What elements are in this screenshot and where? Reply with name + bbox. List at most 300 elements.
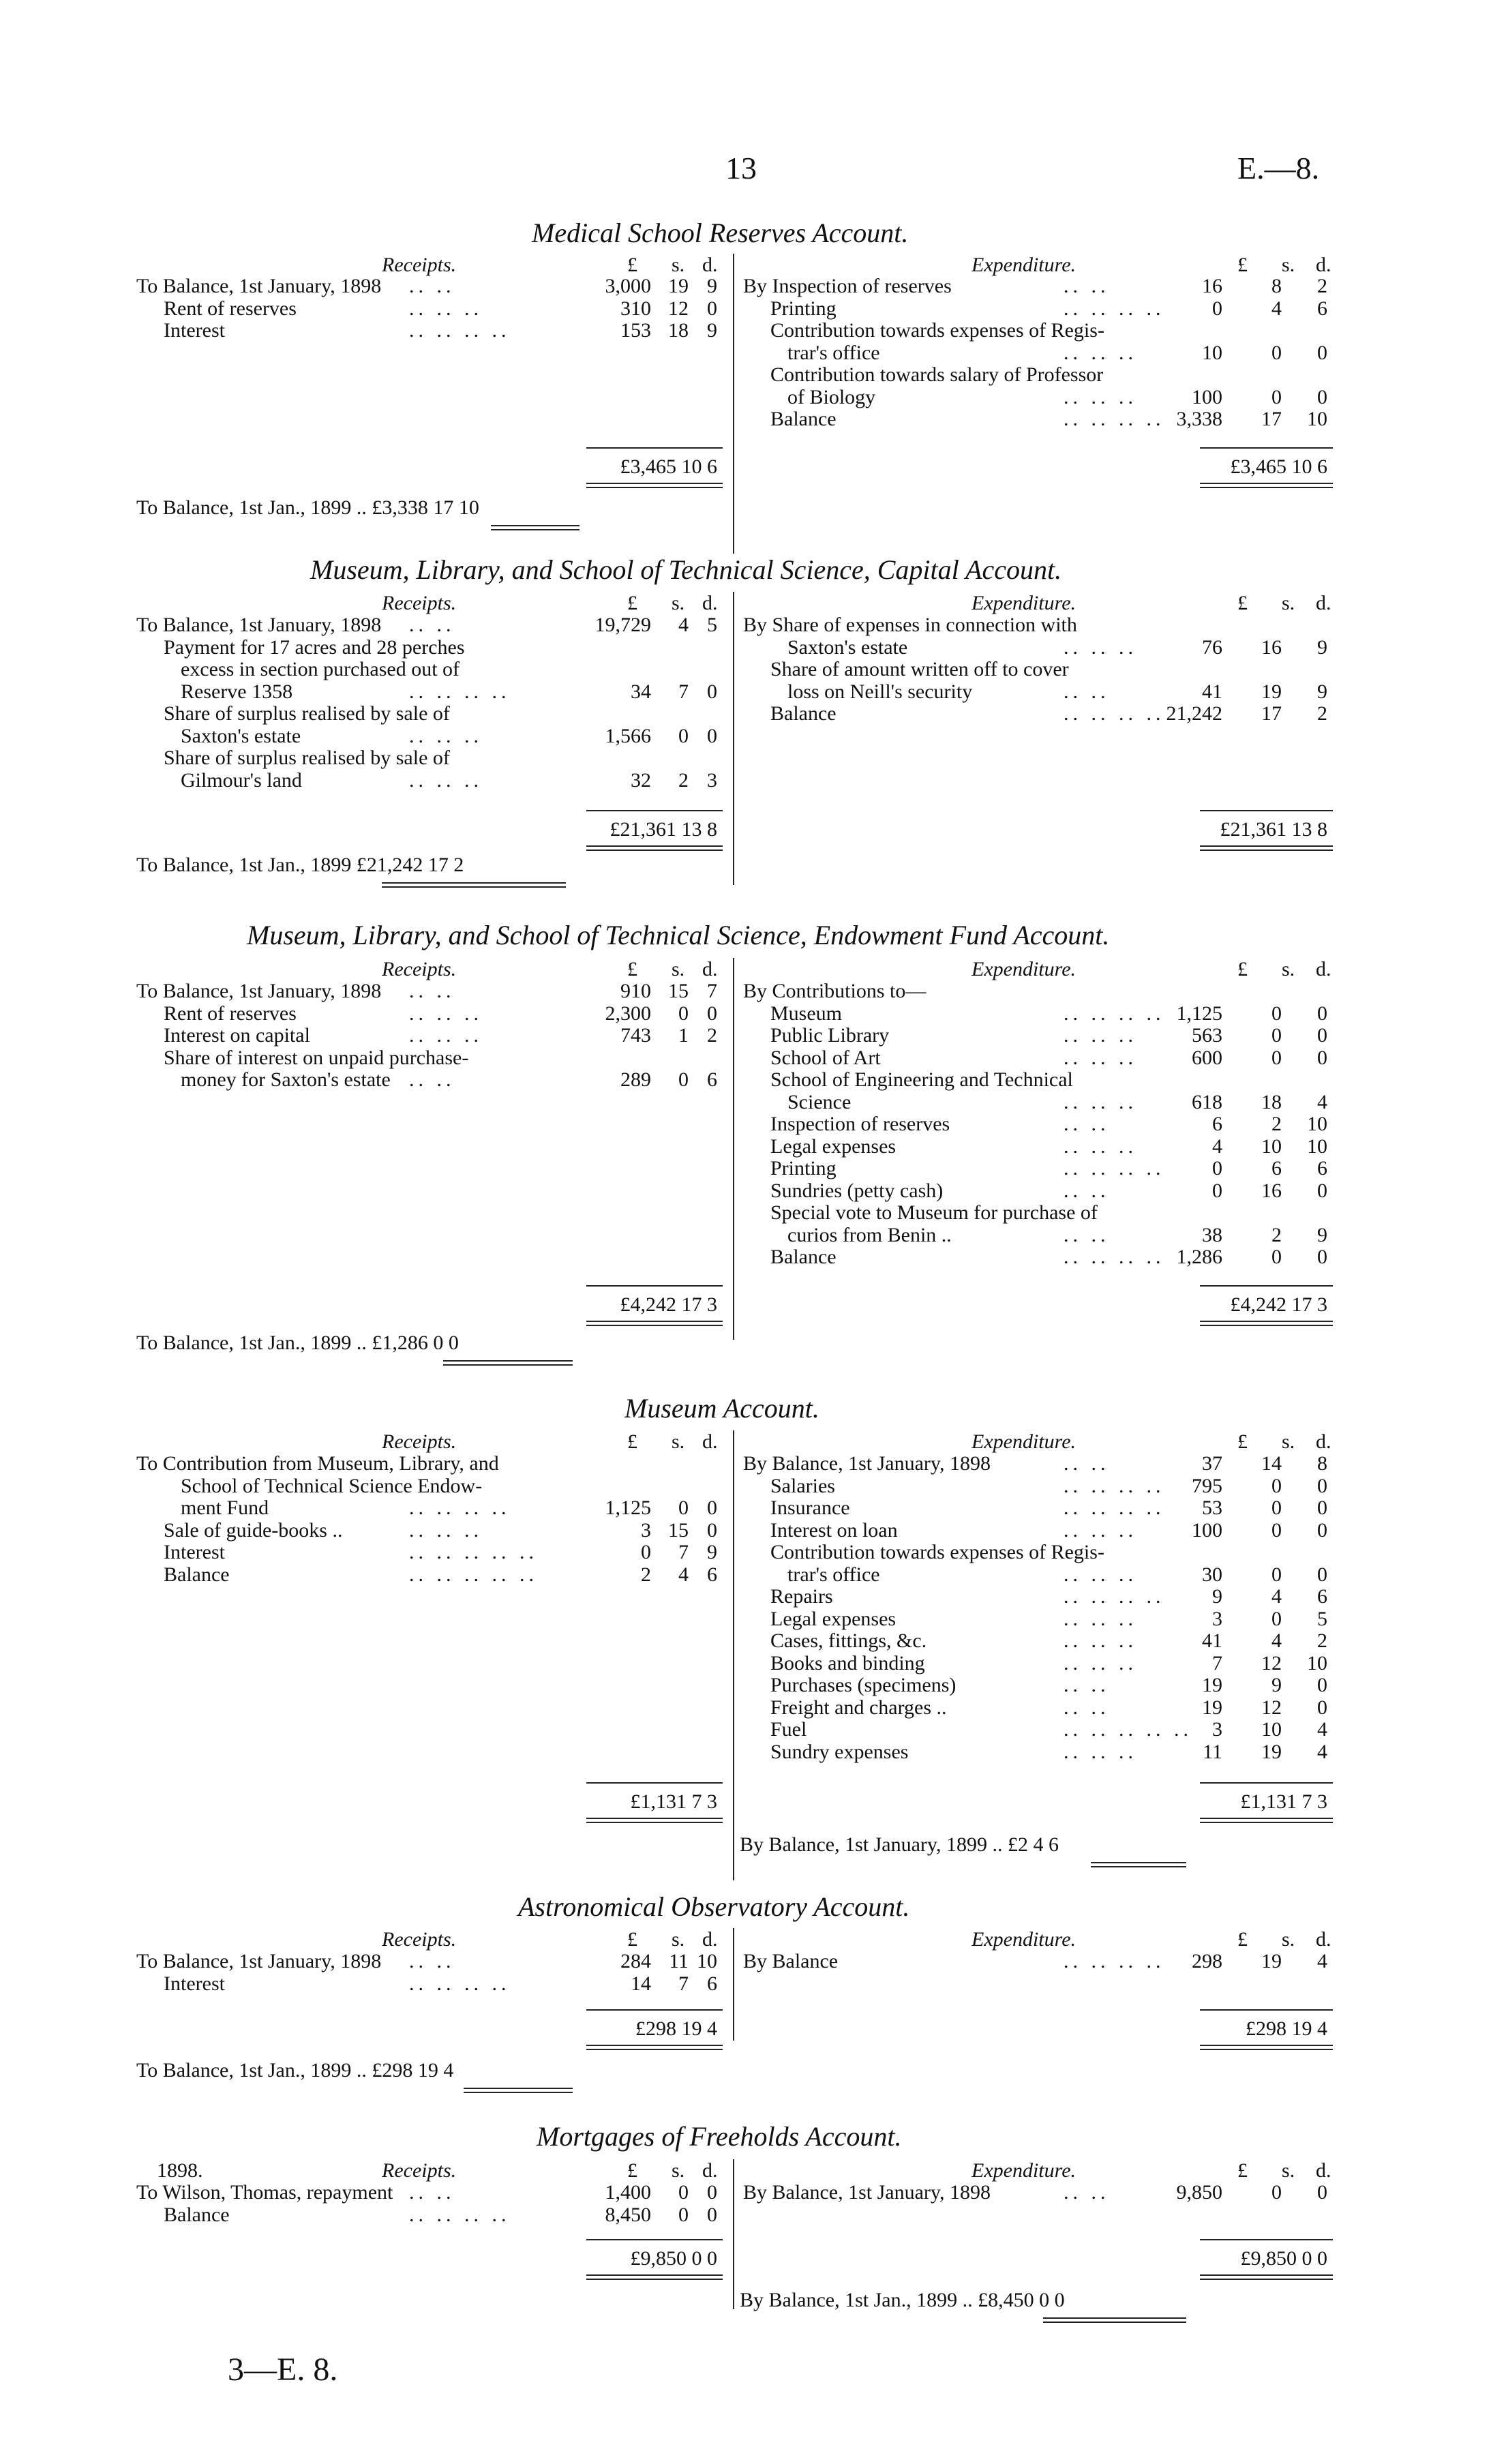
amount-pence: 3 [707,768,717,792]
amount-pounds: 16 [1202,275,1222,297]
amount-shillings: 16 [1261,635,1282,659]
dot-leader: .. .. .. .. .. [409,1541,538,1563]
expenditure-line: of Biology [787,385,876,408]
total-double-rule [1200,1321,1333,1326]
expenditure-line: School of Engineering and Technical [770,1068,1073,1091]
expenditure-line: By Balance, 1st January, 1898 [743,1452,991,1475]
lsd-header-s: s. [672,592,685,614]
amount-pounds: 3 [1212,1718,1222,1741]
dot-leader: .. .. .. .. [1064,408,1165,430]
dot-leader: .. .. .. .. [1064,1950,1165,1972]
amount-pounds: 100 [1192,385,1222,408]
amount-pounds: 310 [620,297,651,320]
dot-leader: .. .. .. [409,1002,483,1025]
expenditure-line: By Balance, 1st January, 1898 [743,2181,991,2204]
amount-pence: 0 [1317,1674,1327,1696]
amount-shillings: 0 [678,1068,689,1091]
balance-forward: By Balance, 1st January, 1899 .. £2 4 6 [740,1833,1059,1856]
expenditure-line: Sundries (petty cash) [770,1179,944,1202]
expenditure-heading: Expenditure. [972,1430,1076,1453]
total-double-rule [1200,1818,1333,1823]
receipt-line: To Balance, 1st January, 1898 [136,1950,382,1972]
amount-shillings: 19 [1261,1950,1282,1972]
column-divider [733,1430,734,1880]
amount-pounds: 11 [1203,1740,1222,1763]
expenditure-line: Science [787,1090,852,1113]
receipt-line: excess in section purchased out of [181,658,460,680]
amount-pounds: 0 [641,1541,651,1563]
total-rule [1200,2009,1333,2011]
lsd-header-pound: £ [1237,1430,1248,1453]
receipts-heading: Receipts. [382,958,457,980]
amount-pence: 6 [1317,1157,1327,1180]
total-double-rule [1200,2274,1333,2280]
expenditure-line: Purchases (specimens) [770,1674,957,1696]
receipt-line: Payment for 17 acres and 28 perches [164,635,465,659]
amount-pence: 10 [1307,1651,1327,1674]
account-title: Museum, Library, and School of Technical Science, Capital Account. [310,554,1062,585]
receipt-line: Share of surplus realised by sale of [164,702,450,725]
amount-pounds: 9,850 [1176,2181,1222,2204]
amount-pounds: 10 [1202,341,1222,364]
receipts-total: £298 19 4 [635,2017,717,2040]
receipt-line: Reserve 1358 [181,680,293,703]
total-double-rule [586,2045,723,2050]
expenditure-line: Printing [770,297,837,320]
expenditure-line: Share of amount written off to cover [770,658,1069,680]
column-divider [733,592,734,885]
expenditure-line: School of Art [770,1046,881,1069]
amount-pence: 6 [707,1972,717,1995]
amount-pence: 0 [1317,1696,1327,1719]
column-divider [733,958,734,1340]
total-rule [1200,810,1333,811]
receipt-line: Balance [164,1563,230,1586]
expenditure-heading: Expenditure. [972,1928,1076,1951]
amount-pence: 0 [1317,1474,1327,1497]
dot-leader: .. .. [409,2181,455,2204]
amount-shillings: 9 [1271,1674,1282,1696]
dot-leader: .. .. .. .. [409,1972,511,1995]
amount-pounds: 53 [1202,1497,1222,1519]
lsd-header-s: s. [672,1430,685,1453]
total-double-rule [1200,845,1333,851]
dot-leader: .. .. [409,275,455,297]
dot-leader: .. .. .. [409,1024,483,1047]
amount-shillings: 19 [1261,1740,1282,1763]
total-rule [1200,2239,1333,2240]
total-rule [586,1782,723,1784]
lsd-header-s: s. [1282,254,1295,276]
amount-shillings: 12 [1261,1651,1282,1674]
balance-forward: By Balance, 1st Jan., 1899 .. £8,450 0 0 [740,2289,1065,2311]
dot-leader: .. .. [1064,1452,1110,1475]
account-title: Medical School Reserves Account. [532,217,909,248]
receipt-line: money for Saxton's estate [181,1068,391,1091]
lsd-header-d: d. [1316,1928,1331,1951]
receipt-line: To Balance, 1st January, 1898 [136,275,382,297]
amount-pence: 6 [1317,1585,1327,1608]
lsd-header-pound: £ [627,592,637,614]
amount-pounds: 76 [1202,635,1222,659]
receipt-line: To Balance, 1st January, 1898 [136,614,382,636]
amount-pence: 0 [1317,2181,1327,2204]
lsd-header-d: d. [702,1928,718,1951]
column-divider [733,2159,734,2309]
expenditure-line: Legal expenses [770,1607,897,1630]
amount-pounds: 41 [1202,1629,1222,1652]
amount-pounds: 289 [620,1068,651,1091]
receipts-heading: Receipts. [382,1928,457,1951]
amount-shillings: 0 [1271,1518,1282,1542]
dot-leader: .. .. .. .. [1064,297,1165,320]
amount-shillings: 0 [1271,1607,1282,1630]
amount-pounds: 153 [620,319,651,342]
dot-leader: .. .. .. .. .. [1064,1718,1192,1741]
amount-shillings: 10 [1261,1135,1282,1158]
amount-pounds: 1,286 [1176,1246,1222,1268]
signature-footer: 3—E. 8. [228,2352,338,2388]
expenditure-line: loss on Neill's security [787,680,973,703]
amount-shillings: 10 [1261,1718,1282,1741]
amount-pence: 0 [707,2181,717,2204]
total-double-rule [586,845,723,851]
year-label: 1898. [157,2159,203,2182]
amount-pence: 5 [1317,1607,1327,1630]
amount-pounds: 37 [1202,1452,1222,1475]
amount-shillings: 7 [678,1541,689,1563]
amount-shillings: 0 [1271,341,1282,364]
dot-leader: .. .. .. .. [409,319,511,342]
dot-leader: .. .. [1064,1113,1110,1135]
amount-shillings: 17 [1261,408,1282,430]
expenditure-line: Legal expenses [770,1135,897,1158]
amount-shillings: 1 [678,1024,689,1047]
balance-forward: To Balance, 1st Jan., 1899 .. £1,286 0 0 [136,1332,459,1354]
amount-pounds: 32 [631,768,651,792]
dot-leader: .. .. .. .. [1064,1585,1165,1608]
amount-pounds: 3 [641,1518,651,1542]
receipt-line: School of Technical Science Endow- [181,1474,483,1497]
lsd-header-d: d. [702,1430,718,1453]
expenditure-line: curios from Benin .. [787,1223,952,1246]
lsd-header-d: d. [702,254,718,276]
dot-leader: .. .. .. .. [1064,1002,1165,1025]
expenditure-line: Fuel [770,1718,807,1741]
expenditure-line: Books and binding [770,1651,925,1674]
receipt-line: Interest [164,1541,225,1563]
expenditure-line: Balance [770,1246,837,1268]
dot-leader: .. .. [1064,2181,1110,2204]
amount-pounds: 7 [1212,1651,1222,1674]
amount-pence: 0 [1317,1024,1327,1047]
lsd-header-pound: £ [627,254,637,276]
amount-shillings: 0 [1271,1024,1282,1047]
expenditure-total: £3,465 10 6 [1230,455,1327,478]
amount-pounds: 0 [1212,1179,1222,1202]
amount-pence: 5 [707,614,717,636]
dot-leader: .. .. .. .. [1064,1474,1165,1497]
amount-pounds: 41 [1202,680,1222,703]
amount-pence: 2 [1317,275,1327,297]
expenditure-line: Printing [770,1157,837,1180]
amount-pounds: 0 [1212,297,1222,320]
dot-leader: .. .. .. .. [409,680,511,703]
dot-leader: .. .. .. [1064,1607,1137,1630]
dot-leader: .. .. .. .. [1064,1157,1165,1180]
lsd-header-pound: £ [1237,254,1248,276]
dot-leader: .. .. [409,1950,455,1972]
lsd-header-s: s. [1282,592,1295,614]
amount-pence: 4 [1317,1950,1327,1972]
expenditure-line: Balance [770,702,837,725]
amount-pounds: 0 [1212,1157,1222,1180]
amount-pence: 9 [707,1541,717,1563]
expenditure-line: trar's office [787,341,880,364]
amount-pence: 0 [1317,1179,1327,1202]
amount-pence: 9 [1317,680,1327,703]
amount-shillings: 4 [678,1563,689,1586]
amount-pence: 2 [1317,702,1327,725]
expenditure-total: £9,850 0 0 [1240,2247,1327,2270]
amount-pounds: 19 [1202,1696,1222,1719]
amount-shillings: 16 [1261,1179,1282,1202]
expenditure-total: £1,131 7 3 [1240,1790,1327,1813]
lsd-header-d: d. [702,2159,718,2182]
amount-pence: 0 [1317,1246,1327,1268]
amount-shillings: 0 [1271,385,1282,408]
dot-leader: .. .. .. [1064,1046,1137,1069]
dot-leader: .. .. .. [1064,1629,1137,1652]
amount-pounds: 1,125 [605,1497,651,1519]
dot-leader: .. .. .. [1064,385,1137,408]
dot-leader: .. .. .. .. [409,2203,511,2226]
total-rule [1200,447,1333,449]
amount-shillings: 12 [1261,1696,1282,1719]
account-title: Museum, Library, and School of Technical Science, Endowment Fund Account. [247,920,1110,950]
amount-pence: 9 [1317,1223,1327,1246]
expenditure-total: £21,361 13 8 [1220,818,1327,841]
lsd-header-s: s. [672,1928,685,1951]
dot-leader: .. .. .. [409,768,483,792]
amount-pence: 2 [707,1024,717,1047]
receipt-line: To Balance, 1st January, 1898 [136,980,382,1002]
dot-leader: .. .. [1064,275,1110,297]
receipt-line: To Wilson, Thomas, repayment [136,2181,393,2204]
total-double-rule [586,483,723,488]
expenditure-line: Contribution towards expenses of Regis- [770,319,1104,342]
amount-shillings: 4 [1271,1629,1282,1652]
amount-pounds: 4 [1212,1135,1222,1158]
amount-shillings: 0 [1271,2181,1282,2204]
lsd-header-d: d. [1316,958,1331,980]
amount-pounds: 8,450 [605,2203,651,2226]
amount-pounds: 19,729 [594,614,651,636]
lsd-header-d: d. [1316,1430,1331,1453]
dot-leader: .. .. .. [409,1518,483,1542]
receipt-line: Rent of reserves [164,1002,297,1025]
expenditure-total: £4,242 17 3 [1230,1293,1327,1316]
dot-leader: .. .. [409,980,455,1002]
receipts-total: £1,131 7 3 [630,1790,717,1813]
dot-leader: .. .. .. .. [409,1497,511,1519]
lsd-header-pound: £ [627,958,637,980]
balance-forward: To Balance, 1st Jan., 1899 .. £298 19 4 [136,2059,454,2082]
dot-leader: .. .. .. [1064,1135,1137,1158]
amount-shillings: 0 [1271,1246,1282,1268]
total-rule [586,810,723,811]
amount-pence: 7 [707,980,717,1002]
amount-pence: 10 [1307,1135,1327,1158]
amount-pence: 0 [707,2203,717,2226]
amount-pence: 2 [1317,1629,1327,1652]
amount-shillings: 15 [668,1518,689,1542]
amount-shillings: 19 [1261,680,1282,703]
amount-pounds: 100 [1192,1518,1222,1542]
amount-shillings: 2 [1271,1113,1282,1135]
lsd-header-d: d. [1316,592,1331,614]
amount-shillings: 4 [1271,1585,1282,1608]
lsd-header-pound: £ [627,1928,637,1951]
receipt-line: ment Fund [181,1497,269,1519]
page-number: 13 [725,151,757,185]
amount-shillings: 0 [1271,1474,1282,1497]
amount-pence: 0 [707,1518,717,1542]
amount-pence: 10 [697,1950,717,1972]
total-rule [586,1285,723,1287]
amount-pence: 0 [1317,1563,1327,1586]
expenditure-line: trar's office [787,1563,880,1586]
document-reference: E.—8. [1237,151,1320,185]
dot-leader: .. .. .. .. [1064,1497,1165,1519]
amount-pounds: 795 [1192,1474,1222,1497]
expenditure-line: Sundry expenses [770,1740,909,1763]
amount-shillings: 7 [678,680,689,703]
total-rule [586,447,723,449]
amount-pence: 6 [707,1068,717,1091]
balance-double-rule [464,2088,573,2093]
lsd-header-pound: £ [1237,2159,1248,2182]
expenditure-line: By Balance [743,1950,839,1972]
receipt-line: Share of interest on unpaid purchase- [164,1046,469,1069]
amount-shillings: 2 [678,768,689,792]
expenditure-line: Cases, fittings, &c. [770,1629,927,1652]
amount-pounds: 38 [1202,1223,1222,1246]
amount-shillings: 0 [1271,1497,1282,1519]
amount-shillings: 0 [678,1497,689,1519]
amount-shillings: 0 [1271,1002,1282,1025]
expenditure-line: Freight and charges .. [770,1696,947,1719]
amount-shillings: 0 [1271,1563,1282,1586]
receipt-line: To Contribution from Museum, Library, and [136,1452,499,1475]
amount-pence: 0 [707,724,717,747]
expenditure-total: £298 19 4 [1246,2017,1327,2040]
total-rule [1200,1782,1333,1784]
amount-pounds: 3,000 [605,275,651,297]
dot-leader: .. .. [1064,680,1110,703]
amount-pounds: 284 [620,1950,651,1972]
balance-double-rule [491,525,579,530]
amount-pounds: 1,125 [1176,1002,1222,1025]
lsd-header-s: s. [1282,1928,1295,1951]
dot-leader: .. .. .. [1064,1518,1137,1542]
expenditure-line: Contribution towards expenses of Regis- [770,1541,1104,1563]
amount-pence: 9 [1317,635,1327,659]
expenditure-line: Salaries [770,1474,835,1497]
expenditure-line: Insurance [770,1497,850,1519]
receipt-line: Interest [164,319,225,342]
dot-leader: .. .. [409,614,455,636]
total-double-rule [1200,2045,1333,2050]
lsd-header-s: s. [672,958,685,980]
amount-pounds: 30 [1202,1563,1222,1586]
receipts-total: £4,242 17 3 [620,1293,717,1316]
expenditure-line: By Share of expenses in connection with [743,614,1077,636]
amount-shillings: 8 [1271,275,1282,297]
amount-pounds: 14 [631,1972,651,1995]
amount-shillings: 2 [1271,1223,1282,1246]
lsd-header-s: s. [1282,1430,1295,1453]
amount-pounds: 1,400 [605,2181,651,2204]
amount-shillings: 0 [678,1002,689,1025]
amount-shillings: 0 [678,724,689,747]
amount-pence: 4 [1317,1718,1327,1741]
lsd-header-s: s. [1282,2159,1295,2182]
expenditure-line: By Contributions to— [743,980,927,1002]
lsd-header-s: s. [1282,958,1295,980]
amount-shillings: 17 [1261,702,1282,725]
amount-shillings: 6 [1271,1157,1282,1180]
amount-pounds: 2,300 [605,1002,651,1025]
lsd-header-pound: £ [1237,1928,1248,1951]
receipts-total: £9,850 0 0 [630,2247,717,2270]
total-rule [586,2009,723,2011]
dot-leader: .. .. [1064,1674,1110,1696]
dot-leader: .. .. .. [1064,1024,1137,1047]
amount-shillings: 18 [1261,1090,1282,1113]
expenditure-line: Balance [770,408,837,430]
amount-pence: 10 [1307,408,1327,430]
amount-pounds: 2 [641,1563,651,1586]
receipt-line: Interest [164,1972,225,1995]
lsd-header-d: d. [702,958,718,980]
lsd-header-d: d. [702,592,718,614]
expenditure-line: Public Library [770,1024,890,1047]
amount-pounds: 9 [1212,1585,1222,1608]
lsd-header-s: s. [672,2159,685,2182]
amount-pence: 8 [1317,1452,1327,1475]
dot-leader: .. .. [1064,1696,1110,1719]
expenditure-line: By Inspection of reserves [743,275,952,297]
receipt-line: Balance [164,2203,230,2226]
dot-leader: .. .. .. .. [1064,1246,1165,1268]
lsd-header-s: s. [672,254,685,276]
expenditure-heading: Expenditure. [972,958,1076,980]
expenditure-line: Special vote to Museum for purchase of [770,1201,1098,1224]
amount-pounds: 6 [1212,1113,1222,1135]
amount-pence: 4 [1317,1090,1327,1113]
amount-pounds: 3,338 [1176,408,1222,430]
expenditure-heading: Expenditure. [972,2159,1076,2182]
dot-leader: .. .. .. [409,297,483,320]
amount-pounds: 563 [1192,1024,1222,1047]
expenditure-line: Interest on loan [770,1518,898,1542]
amount-pence: 0 [1317,1497,1327,1519]
receipt-line: Interest on capital [164,1024,310,1047]
expenditure-heading: Expenditure. [972,592,1076,614]
amount-shillings: 15 [668,980,689,1002]
expenditure-line: Museum [770,1002,842,1025]
